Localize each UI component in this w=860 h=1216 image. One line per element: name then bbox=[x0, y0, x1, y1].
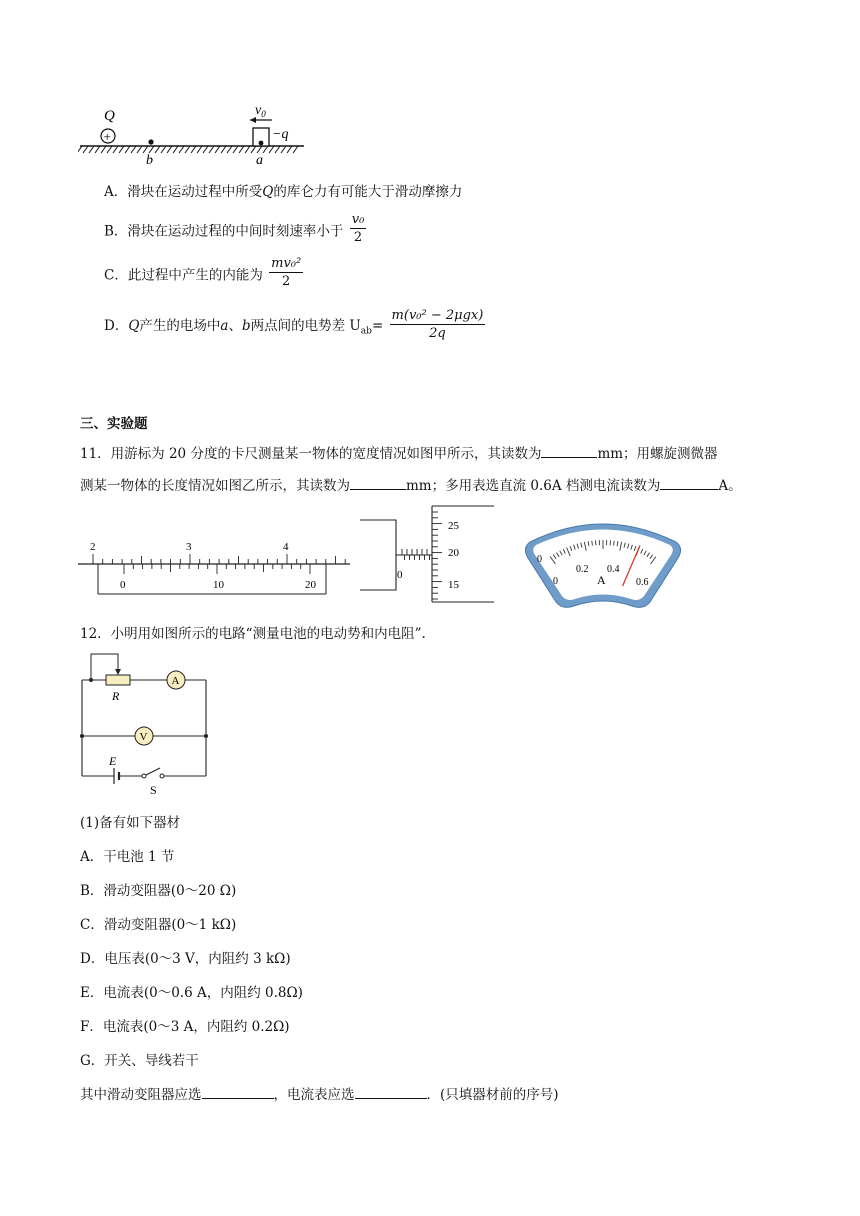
caliper-vernier-label-20: 20 bbox=[305, 579, 316, 591]
answer-blank-ammeter[interactable] bbox=[660, 475, 718, 490]
q12-title: 12．小明用如图所示的电路“测量电池的电动势和内电阻”. bbox=[80, 626, 426, 642]
option-B: B．滑块在运动过程的中间时刻速率小于 $\frac{\text{v₀}}{2}$ bbox=[104, 212, 365, 245]
charge-track-figure bbox=[78, 98, 310, 170]
ammeter-label-0.6: 0.6 bbox=[636, 577, 649, 588]
ground-hatch bbox=[245, 146, 250, 153]
ground-hatch bbox=[83, 146, 88, 153]
fraction-potential-difference: $\frac{\text{m(v₀² − 2μgx)}}{2q}$ bbox=[391, 308, 484, 341]
ground-hatch bbox=[293, 146, 298, 153]
option-A: A．滑块在运动过程中所受Q的库仑力有可能大于滑动摩擦力 bbox=[104, 184, 463, 200]
ground-hatch bbox=[287, 146, 292, 153]
ground-hatch bbox=[143, 146, 148, 153]
ground-hatch bbox=[107, 146, 112, 153]
ground-hatch bbox=[209, 146, 214, 153]
ammeter-symbol-label: A bbox=[171, 675, 180, 687]
switch-S bbox=[146, 768, 160, 775]
ground-hatch bbox=[149, 146, 154, 153]
option-C: C．此过程中产生的内能为 $\frac{\text{mv₀²}}{2}$ bbox=[104, 256, 302, 289]
fraction-mv0sq-over-2: $\frac{\text{mv₀²}}{2}$ bbox=[271, 256, 302, 289]
equipment-A: A．干电池 1 节 bbox=[80, 849, 175, 865]
ground-hatch bbox=[179, 146, 184, 153]
ground-hatch bbox=[191, 146, 196, 153]
ground-hatch bbox=[155, 146, 160, 153]
ammeter-tick bbox=[614, 541, 615, 546]
label-v0: $v_0$ bbox=[255, 103, 266, 119]
caliper-main-label-2: 2 bbox=[90, 541, 96, 553]
q11-line2: 测某一物体的长度情况如图乙所示，其读数为 mm；多用表选直流 0.6A 档测电流读数为 A。 bbox=[80, 474, 742, 494]
label-a: a bbox=[256, 153, 263, 168]
vernier-caliper-figure bbox=[78, 536, 350, 596]
equipment-B: B．滑动变阻器(0～20 Ω) bbox=[80, 883, 237, 899]
ground-hatch bbox=[221, 146, 226, 153]
ground-hatch bbox=[137, 146, 142, 153]
answer-blank-ammeter-choice[interactable] bbox=[355, 1084, 427, 1099]
ground-hatch bbox=[239, 146, 244, 153]
label-charge: −q bbox=[272, 127, 289, 142]
ground-hatch bbox=[131, 146, 136, 153]
label-Q: Q bbox=[104, 108, 115, 124]
point-b bbox=[148, 139, 153, 144]
answer-blank-rheostat[interactable] bbox=[202, 1084, 274, 1099]
answer-blank-caliper[interactable] bbox=[541, 443, 597, 458]
micrometer-figure bbox=[360, 504, 498, 606]
ammeter-tick bbox=[592, 541, 593, 546]
label-b: b bbox=[146, 153, 153, 168]
ground-hatch bbox=[215, 146, 220, 153]
ground-hatch bbox=[275, 146, 280, 153]
ground-hatch bbox=[185, 146, 190, 153]
ammeter-label-0.4: 0.4 bbox=[607, 564, 620, 575]
micrometer-label-15: 15 bbox=[448, 579, 459, 591]
ground-hatch bbox=[197, 146, 202, 153]
rheostat-R bbox=[106, 675, 130, 685]
ground-hatch bbox=[203, 146, 208, 153]
ammeter-figure bbox=[520, 514, 686, 610]
ground-hatch bbox=[173, 146, 178, 153]
ground-hatch bbox=[251, 146, 256, 153]
equipment-F: F．电流表(0～3 A，内阻约 0.2Ω) bbox=[80, 1019, 290, 1035]
ground-hatch bbox=[119, 146, 124, 153]
section-title: 三、实验题 bbox=[80, 416, 148, 432]
battery-label: E bbox=[109, 754, 117, 768]
ground-hatch bbox=[227, 146, 232, 153]
ground-hatch bbox=[101, 146, 106, 153]
ground-hatch bbox=[233, 146, 238, 153]
ground-hatch bbox=[78, 146, 82, 153]
ground-hatch bbox=[281, 146, 286, 153]
answer-line: 其中滑动变阻器应选 ，电流表应选 ．(只填器材前的序号) bbox=[80, 1083, 559, 1103]
ground-hatch bbox=[257, 146, 262, 153]
q11-line1: 11．用游标为 20 分度的卡尺测量某一物体的宽度情况如图甲所示，其读数为 mm；用螺旋测微器 bbox=[80, 442, 718, 462]
ground-hatch bbox=[269, 146, 274, 153]
equipment-G: G．开关、导线若干 bbox=[80, 1053, 199, 1069]
switch-label: S bbox=[150, 783, 157, 797]
plus-sign: + bbox=[103, 129, 111, 144]
ammeter-zero-left: 0 bbox=[537, 554, 542, 565]
rheostat-label: R bbox=[112, 689, 120, 703]
caliper-vernier-label-0: 0 bbox=[120, 579, 126, 591]
ammeter-label-0: 0 bbox=[553, 576, 558, 587]
micrometer-sleeve-label-0: 0 bbox=[397, 569, 403, 581]
equipment-D: D．电压表(0～3 V，内阻约 3 kΩ) bbox=[80, 951, 291, 967]
caliper-main-label-3: 3 bbox=[186, 541, 192, 553]
fraction-v0-over-2: $\frac{\text{v₀}}{2}$ bbox=[351, 212, 365, 245]
ground-hatch bbox=[125, 146, 130, 153]
ground-hatch bbox=[89, 146, 94, 153]
equipment-E: E．电流表(0～0.6 A，内阻约 0.8Ω) bbox=[80, 985, 303, 1001]
point-a bbox=[259, 141, 264, 146]
caliper-main-label-4: 4 bbox=[283, 541, 289, 553]
equipment-C: C．滑动变阻器(0～1 kΩ) bbox=[80, 917, 237, 933]
ground-hatch bbox=[113, 146, 118, 153]
ground-hatch bbox=[95, 146, 100, 153]
voltmeter-symbol-label: V bbox=[139, 731, 148, 743]
micrometer-label-25: 25 bbox=[448, 520, 459, 532]
circuit-diagram bbox=[76, 648, 216, 798]
option-D: D．Q产生的电场中a、b两点间的电势差 $U_{ab}=$ $\frac{\text{m(v₀² − 2μgx)}}{2q}$ bbox=[104, 308, 484, 341]
answer-blank-micrometer[interactable] bbox=[350, 475, 406, 490]
ground-hatch bbox=[263, 146, 268, 153]
ground-hatch bbox=[167, 146, 172, 153]
q12-sub1: (1)备有如下器材 bbox=[80, 815, 181, 831]
ammeter-label-0.2: 0.2 bbox=[576, 564, 589, 575]
ground-hatch bbox=[161, 146, 166, 153]
micrometer-label-20: 20 bbox=[448, 547, 459, 559]
caliper-vernier-label-10: 10 bbox=[213, 579, 224, 591]
ammeter-unit: A bbox=[597, 573, 606, 587]
